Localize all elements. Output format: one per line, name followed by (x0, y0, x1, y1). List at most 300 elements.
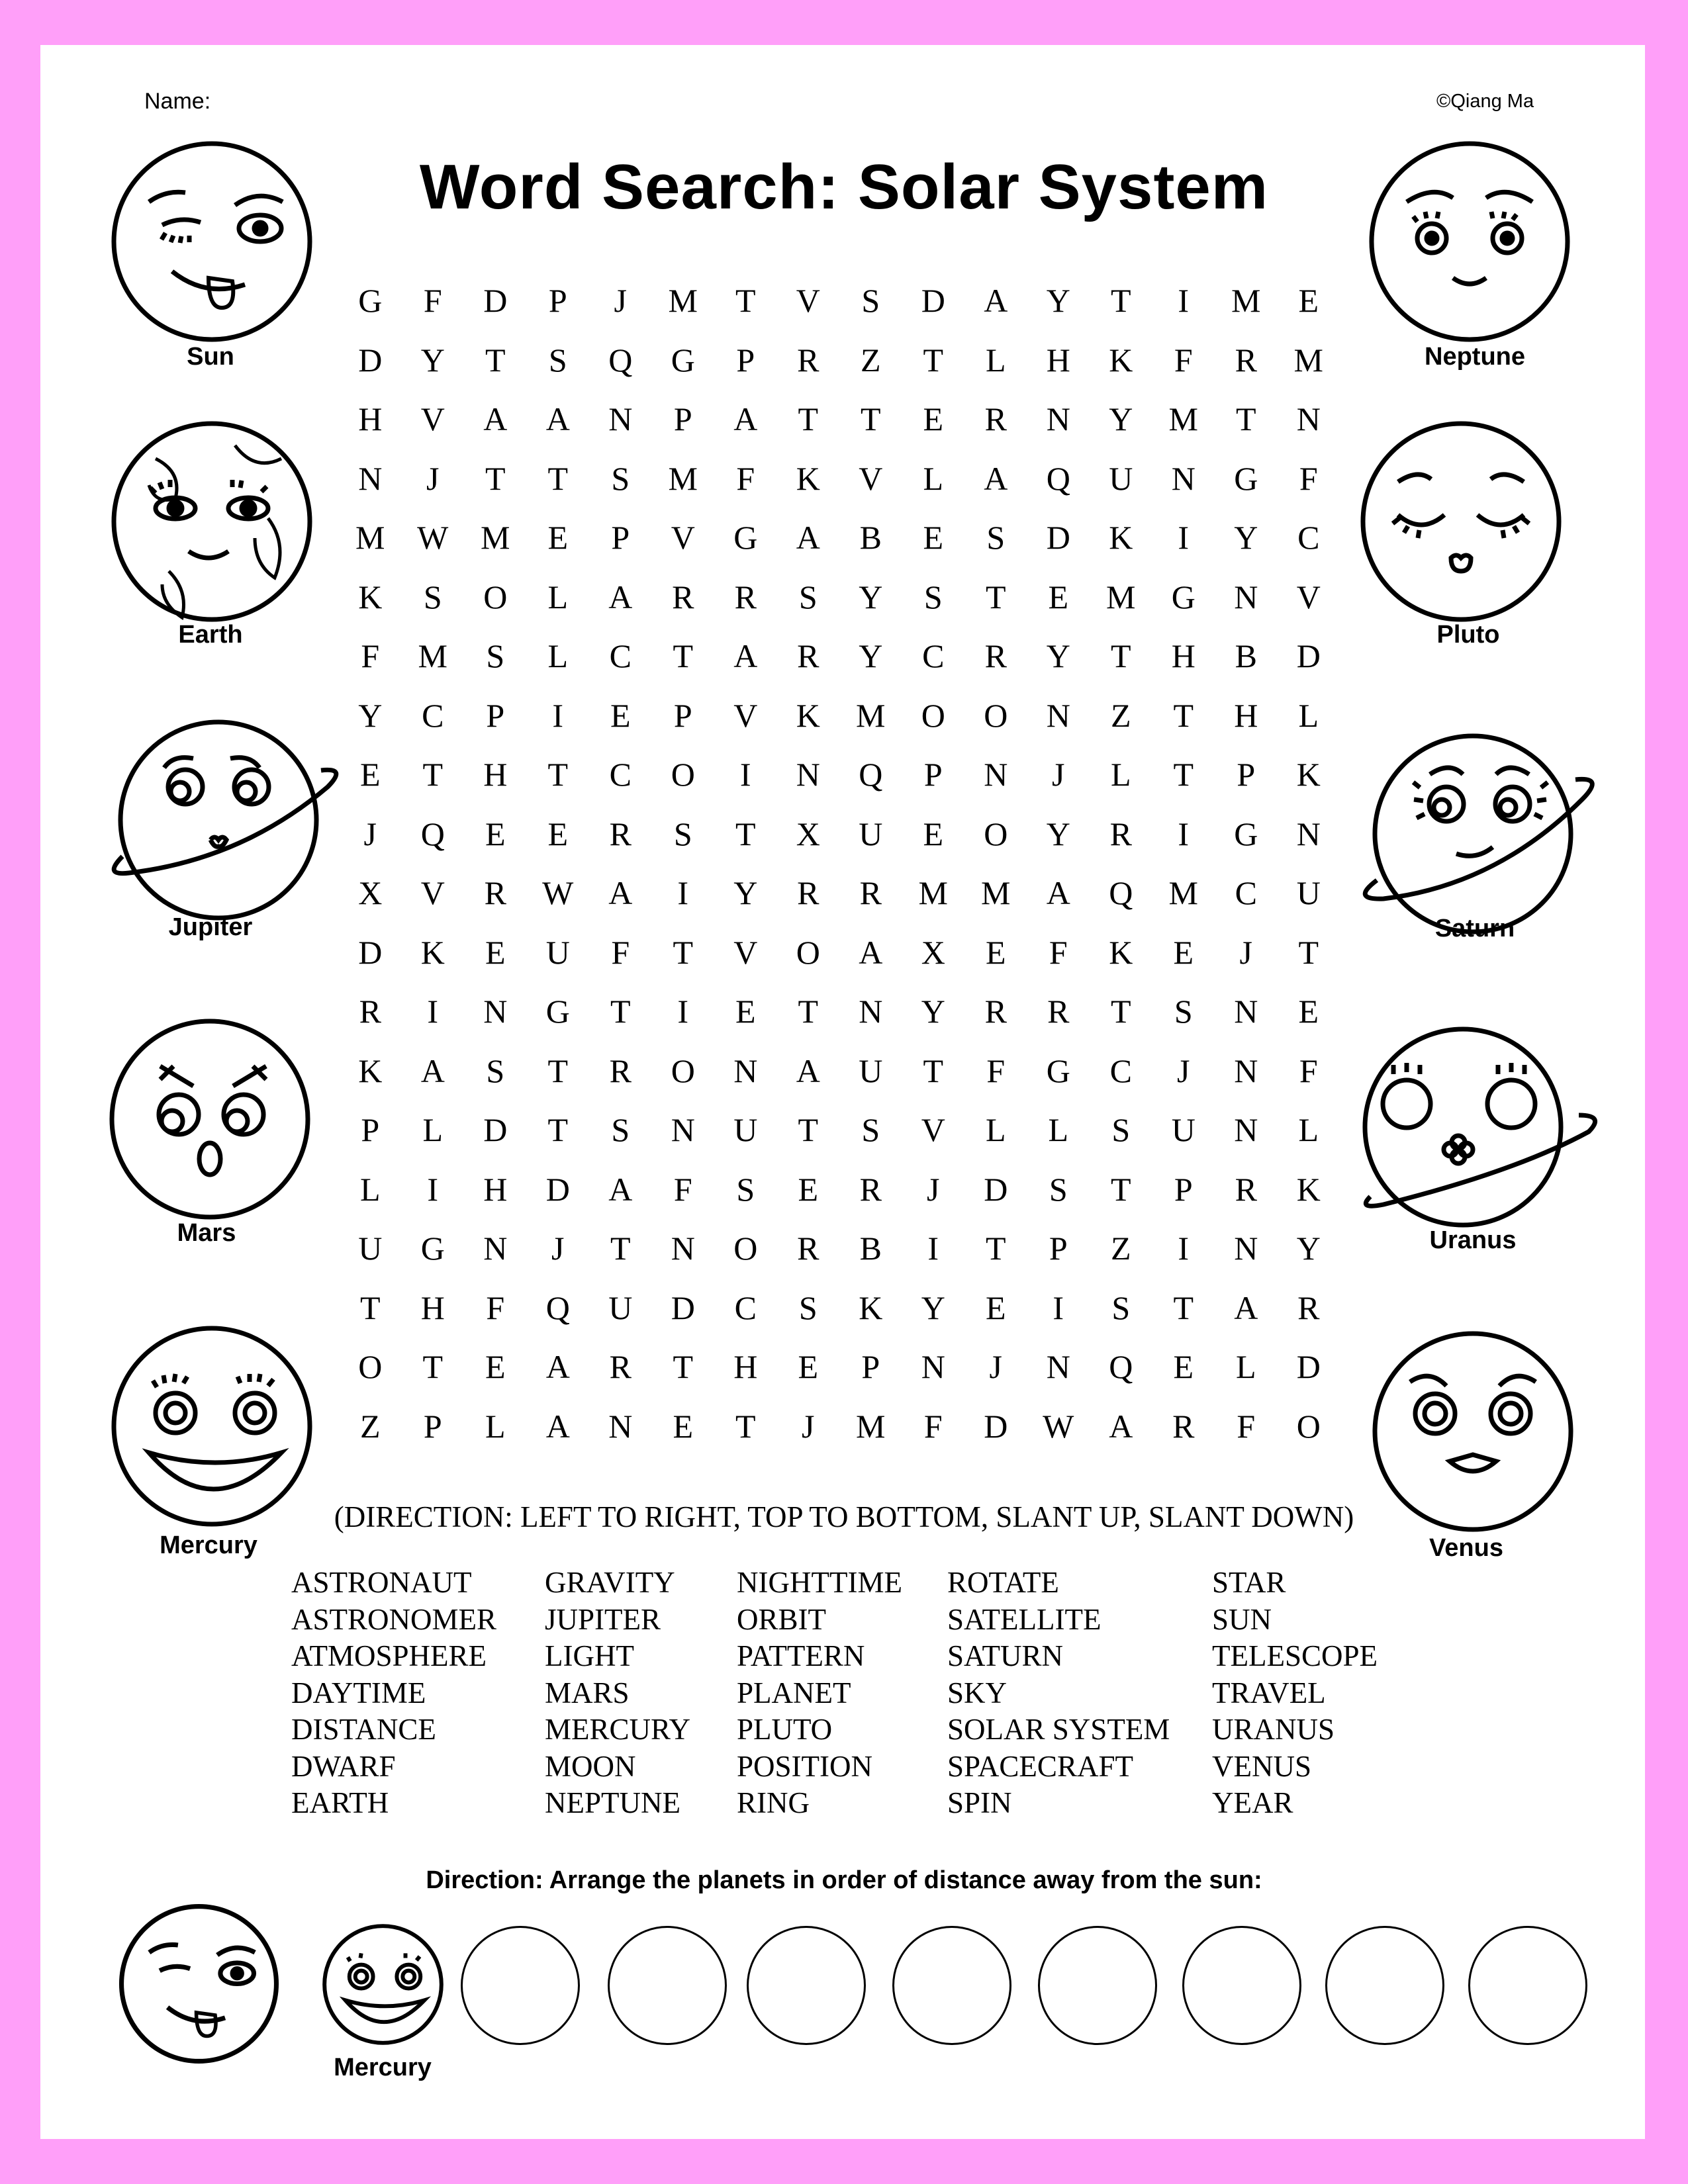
grid-letter[interactable]: Z (359, 1407, 381, 1445)
grid-letter[interactable]: T (985, 1230, 1006, 1267)
grid-letter[interactable]: E (798, 1170, 819, 1208)
grid-letter[interactable]: L (985, 1111, 1006, 1148)
grid-letter[interactable]: F (361, 637, 380, 674)
grid-letter[interactable]: H (1171, 637, 1196, 674)
grid-letter[interactable]: F (673, 1170, 692, 1208)
grid-letter[interactable]: Y (1234, 519, 1258, 556)
grid-letter[interactable]: I (1178, 1230, 1190, 1267)
grid-letter[interactable]: L (985, 341, 1006, 379)
grid-letter[interactable]: K (358, 578, 383, 615)
grid-letter[interactable]: T (798, 993, 819, 1030)
grid-letter[interactable]: T (1173, 696, 1194, 734)
grid-letter[interactable]: X (796, 815, 820, 852)
grid-letter[interactable]: M (668, 282, 698, 319)
grid-letter[interactable]: S (486, 637, 505, 674)
grid-letter[interactable]: A (545, 1348, 570, 1385)
grid-letter[interactable]: V (671, 519, 695, 556)
grid-letter[interactable]: N (483, 1230, 508, 1267)
grid-letter[interactable]: O (796, 933, 820, 971)
grid-letter[interactable]: K (1296, 1170, 1321, 1208)
grid-letter[interactable]: E (547, 519, 569, 556)
grid-letter[interactable]: P (736, 341, 755, 379)
grid-letter[interactable]: E (673, 1407, 694, 1445)
grid-letter[interactable]: S (548, 341, 567, 379)
grid-letter[interactable]: L (1110, 756, 1131, 793)
grid-letter[interactable]: Y (921, 993, 945, 1030)
grid-letter[interactable]: R (484, 874, 506, 911)
grid-letter[interactable]: H (358, 400, 383, 437)
grid-letter[interactable]: M (481, 519, 510, 556)
grid-letter[interactable]: Y (1296, 1230, 1321, 1267)
grid-letter[interactable]: R (797, 341, 820, 379)
grid-letter[interactable]: V (1296, 578, 1321, 615)
grid-letter[interactable]: C (734, 1289, 757, 1326)
grid-letter[interactable]: C (922, 637, 945, 674)
grid-letter[interactable]: R (984, 637, 1007, 674)
grid-letter[interactable]: R (734, 578, 757, 615)
grid-letter[interactable]: H (1046, 341, 1070, 379)
grid-letter[interactable]: S (1049, 1170, 1068, 1208)
grid-letter[interactable]: A (420, 1052, 445, 1089)
grid-letter[interactable]: W (1043, 1407, 1074, 1445)
grid-letter[interactable]: U (608, 1289, 633, 1326)
grid-letter[interactable]: A (483, 400, 508, 437)
grid-letter[interactable]: L (1298, 1111, 1319, 1148)
grid-letter[interactable]: V (733, 933, 758, 971)
grid-letter[interactable]: A (545, 400, 570, 437)
grid-letter[interactable]: T (1298, 933, 1319, 971)
grid-letter[interactable]: E (1173, 933, 1194, 971)
grid-letter[interactable]: T (485, 341, 506, 379)
grid-letter[interactable]: E (735, 993, 756, 1030)
grid-letter[interactable]: Q (1109, 1348, 1133, 1385)
grid-letter[interactable]: E (1298, 282, 1319, 319)
grid-letter[interactable]: J (989, 1348, 1002, 1385)
grid-letter[interactable]: F (486, 1289, 505, 1326)
grid-letter[interactable]: S (673, 815, 692, 852)
grid-letter[interactable]: E (1298, 993, 1319, 1030)
grid-letter[interactable]: L (923, 459, 944, 497)
grid-letter[interactable]: J (363, 815, 377, 852)
grid-letter[interactable]: C (609, 637, 632, 674)
grid-letter[interactable]: T (547, 459, 569, 497)
grid-letter[interactable]: K (1109, 933, 1133, 971)
grid-letter[interactable]: J (1177, 1052, 1190, 1089)
grid-letter[interactable]: K (796, 459, 820, 497)
grid-letter[interactable]: Z (1110, 1230, 1131, 1267)
planet-slot-5[interactable] (892, 1926, 1011, 2045)
grid-letter[interactable]: G (358, 282, 383, 319)
grid-letter[interactable]: O (671, 1052, 695, 1089)
grid-letter[interactable]: S (798, 578, 818, 615)
grid-letter[interactable]: A (1046, 874, 1070, 911)
grid-letter[interactable]: E (359, 756, 381, 793)
grid-letter[interactable]: F (1049, 933, 1068, 971)
grid-letter[interactable]: N (796, 756, 820, 793)
grid-letter[interactable]: T (1173, 1289, 1194, 1326)
grid-letter[interactable]: Y (358, 696, 383, 734)
grid-letter[interactable]: M (668, 459, 698, 497)
grid-letter[interactable]: A (796, 519, 820, 556)
grid-letter[interactable]: E (547, 815, 569, 852)
grid-letter[interactable]: D (483, 282, 508, 319)
grid-letter[interactable]: P (673, 400, 692, 437)
grid-letter[interactable]: N (608, 1407, 633, 1445)
grid-letter[interactable]: N (859, 993, 883, 1030)
grid-letter[interactable]: R (609, 815, 632, 852)
grid-letter[interactable]: M (1293, 341, 1323, 379)
grid-letter[interactable]: N (483, 993, 508, 1030)
grid-letter[interactable]: A (859, 933, 883, 971)
grid-letter[interactable]: N (1046, 400, 1070, 437)
grid-letter[interactable]: G (1171, 578, 1196, 615)
grid-letter[interactable]: G (671, 341, 695, 379)
grid-letter[interactable]: V (420, 400, 445, 437)
grid-letter[interactable]: H (483, 756, 508, 793)
grid-letter[interactable]: R (797, 874, 820, 911)
grid-letter[interactable]: T (735, 815, 756, 852)
grid-letter[interactable]: Y (420, 341, 445, 379)
grid-letter[interactable]: U (1171, 1111, 1196, 1148)
grid-letter[interactable]: D (358, 341, 383, 379)
grid-letter[interactable]: T (485, 459, 506, 497)
grid-letter[interactable]: W (417, 519, 449, 556)
grid-letter[interactable]: K (420, 933, 445, 971)
grid-letter[interactable]: T (798, 400, 819, 437)
grid-letter[interactable]: U (859, 815, 883, 852)
grid-letter[interactable]: N (1171, 459, 1196, 497)
grid-letter[interactable]: A (608, 1170, 633, 1208)
grid-letter[interactable]: Y (1109, 400, 1133, 437)
grid-letter[interactable]: S (423, 578, 442, 615)
grid-letter[interactable]: C (609, 756, 632, 793)
grid-letter[interactable]: U (1296, 874, 1321, 911)
grid-letter[interactable]: N (1046, 696, 1070, 734)
grid-letter[interactable]: N (1234, 993, 1258, 1030)
grid-letter[interactable]: L (1298, 696, 1319, 734)
grid-letter[interactable]: P (361, 1111, 380, 1148)
grid-letter[interactable]: H (733, 1348, 758, 1385)
grid-letter[interactable]: O (1296, 1407, 1321, 1445)
grid-letter[interactable]: T (610, 1230, 631, 1267)
grid-letter[interactable]: I (427, 993, 439, 1030)
grid-letter[interactable]: M (1231, 282, 1261, 319)
grid-letter[interactable]: R (1235, 341, 1257, 379)
grid-letter[interactable]: M (918, 874, 948, 911)
grid-letter[interactable]: E (485, 1348, 506, 1385)
grid-letter[interactable]: M (355, 519, 385, 556)
grid-letter[interactable]: I (1178, 519, 1190, 556)
grid-letter[interactable]: N (984, 756, 1008, 793)
grid-letter[interactable]: N (1296, 400, 1321, 437)
grid-letter[interactable]: B (859, 1230, 882, 1267)
grid-letter[interactable]: C (1297, 519, 1320, 556)
grid-letter[interactable]: D (1046, 519, 1070, 556)
grid-letter[interactable]: C (1235, 874, 1257, 911)
grid-letter[interactable]: Q (859, 756, 883, 793)
grid-letter[interactable]: A (545, 1407, 570, 1445)
grid-letter[interactable]: K (796, 696, 820, 734)
grid-letter[interactable]: J (551, 1230, 565, 1267)
grid-letter[interactable]: R (609, 1052, 632, 1089)
grid-letter[interactable]: B (859, 519, 882, 556)
grid-letter[interactable]: H (1234, 696, 1258, 734)
grid-letter[interactable]: G (1046, 1052, 1070, 1089)
grid-letter[interactable]: T (673, 637, 694, 674)
grid-letter[interactable]: M (856, 696, 886, 734)
grid-letter[interactable]: K (1109, 341, 1133, 379)
grid-letter[interactable]: R (797, 1230, 820, 1267)
grid-letter[interactable]: A (733, 637, 758, 674)
grid-letter[interactable]: Z (860, 341, 881, 379)
grid-letter[interactable]: M (856, 1407, 886, 1445)
grid-letter[interactable]: M (1168, 874, 1198, 911)
grid-letter[interactable]: I (927, 1230, 939, 1267)
grid-letter[interactable]: U (733, 1111, 758, 1148)
grid-letter[interactable]: J (614, 282, 627, 319)
grid-letter[interactable]: R (1047, 993, 1070, 1030)
grid-letter[interactable]: L (485, 1407, 506, 1445)
grid-letter[interactable]: T (610, 993, 631, 1030)
grid-letter[interactable]: L (547, 637, 569, 674)
grid-letter[interactable]: L (1048, 1111, 1069, 1148)
grid-letter[interactable]: R (859, 1170, 882, 1208)
grid-letter[interactable]: E (985, 933, 1006, 971)
grid-letter[interactable]: A (733, 400, 758, 437)
grid-letter[interactable]: F (736, 459, 755, 497)
grid-letter[interactable]: D (921, 282, 945, 319)
grid-letter[interactable]: T (422, 756, 444, 793)
grid-letter[interactable]: Y (921, 1289, 945, 1326)
grid-letter[interactable]: O (921, 696, 945, 734)
grid-letter[interactable]: I (427, 1170, 439, 1208)
grid-letter[interactable]: R (672, 578, 694, 615)
grid-letter[interactable]: T (673, 933, 694, 971)
grid-letter[interactable]: G (1234, 815, 1258, 852)
grid-letter[interactable]: T (798, 1111, 819, 1148)
grid-letter[interactable]: K (1296, 756, 1321, 793)
grid-letter[interactable]: R (984, 993, 1007, 1030)
grid-letter[interactable]: A (984, 282, 1008, 319)
grid-letter[interactable]: F (1299, 1052, 1318, 1089)
grid-letter[interactable]: O (984, 815, 1008, 852)
grid-letter[interactable]: F (1299, 459, 1318, 497)
grid-letter[interactable]: D (545, 1170, 570, 1208)
grid-letter[interactable]: N (1234, 1052, 1258, 1089)
grid-letter[interactable]: L (422, 1111, 444, 1148)
grid-letter[interactable]: D (1296, 637, 1321, 674)
grid-letter[interactable]: X (921, 933, 945, 971)
grid-letter[interactable]: B (1235, 637, 1257, 674)
grid-letter[interactable]: I (1178, 282, 1190, 319)
grid-letter[interactable]: H (420, 1289, 445, 1326)
grid-letter[interactable]: S (986, 519, 1006, 556)
grid-letter[interactable]: J (426, 459, 440, 497)
grid-letter[interactable]: L (1235, 1348, 1256, 1385)
grid-letter[interactable]: L (547, 578, 569, 615)
planet-slot-3[interactable] (608, 1926, 727, 2045)
grid-letter[interactable]: Q (420, 815, 445, 852)
planet-slot-6[interactable] (1038, 1926, 1157, 2045)
grid-letter[interactable]: Q (545, 1289, 570, 1326)
grid-letter[interactable]: A (796, 1052, 820, 1089)
grid-letter[interactable]: T (1110, 282, 1131, 319)
grid-letter[interactable]: R (1109, 815, 1132, 852)
grid-letter[interactable]: Q (608, 341, 633, 379)
grid-letter[interactable]: U (1109, 459, 1133, 497)
grid-letter[interactable]: S (1174, 993, 1193, 1030)
grid-letter[interactable]: D (984, 1407, 1008, 1445)
grid-letter[interactable]: S (861, 1111, 880, 1148)
grid-letter[interactable]: N (733, 1052, 758, 1089)
grid-letter[interactable]: V (921, 1111, 945, 1148)
grid-letter[interactable]: N (608, 400, 633, 437)
grid-letter[interactable]: M (1168, 400, 1198, 437)
grid-letter[interactable]: G (733, 519, 758, 556)
grid-letter[interactable]: T (1173, 756, 1194, 793)
grid-letter[interactable]: C (1109, 1052, 1132, 1089)
grid-letter[interactable]: P (548, 282, 567, 319)
grid-letter[interactable]: T (735, 1407, 756, 1445)
grid-letter[interactable]: F (423, 282, 442, 319)
grid-letter[interactable]: T (735, 282, 756, 319)
grid-letter[interactable]: X (358, 874, 383, 911)
grid-letter[interactable]: A (608, 578, 633, 615)
grid-letter[interactable]: A (1234, 1289, 1258, 1326)
grid-letter[interactable]: I (1178, 815, 1190, 852)
grid-letter[interactable]: R (984, 400, 1007, 437)
grid-letter[interactable]: F (1237, 1407, 1256, 1445)
grid-letter[interactable]: P (611, 519, 630, 556)
grid-letter[interactable]: O (671, 756, 695, 793)
grid-letter[interactable]: R (859, 874, 882, 911)
grid-letter[interactable]: S (1111, 1289, 1131, 1326)
grid-letter[interactable]: K (1109, 519, 1133, 556)
grid-letter[interactable]: F (611, 933, 630, 971)
grid-letter[interactable]: E (923, 815, 944, 852)
grid-letter[interactable]: N (1234, 1230, 1258, 1267)
grid-letter[interactable]: I (552, 696, 564, 734)
grid-letter[interactable]: Z (1110, 696, 1131, 734)
grid-letter[interactable]: D (984, 1170, 1008, 1208)
grid-letter[interactable]: V (859, 459, 883, 497)
grid-letter[interactable]: N (1234, 578, 1258, 615)
planet-slot-8[interactable] (1325, 1926, 1444, 2045)
grid-letter[interactable]: I (739, 756, 751, 793)
grid-letter[interactable]: L (359, 1170, 381, 1208)
grid-letter[interactable]: T (673, 1348, 694, 1385)
grid-letter[interactable]: A (608, 874, 633, 911)
grid-letter[interactable]: R (1172, 1407, 1195, 1445)
grid-letter[interactable]: V (420, 874, 445, 911)
grid-letter[interactable]: N (671, 1230, 695, 1267)
grid-letter[interactable]: E (923, 519, 944, 556)
grid-letter[interactable]: S (923, 578, 943, 615)
planet-slot-2[interactable] (461, 1926, 580, 2045)
grid-letter[interactable]: Y (733, 874, 758, 911)
grid-letter[interactable]: M (1106, 578, 1136, 615)
grid-letter[interactable]: N (921, 1348, 945, 1385)
grid-letter[interactable]: F (986, 1052, 1006, 1089)
grid-letter[interactable]: F (923, 1407, 943, 1445)
grid-letter[interactable]: T (1235, 400, 1256, 437)
grid-letter[interactable]: J (802, 1407, 815, 1445)
grid-letter[interactable]: Y (1046, 637, 1070, 674)
grid-letter[interactable]: U (358, 1230, 383, 1267)
grid-letter[interactable]: T (1110, 1170, 1131, 1208)
grid-letter[interactable]: Y (1046, 282, 1070, 319)
grid-letter[interactable]: P (1237, 756, 1256, 793)
grid-letter[interactable]: Y (859, 637, 883, 674)
grid-letter[interactable]: S (611, 459, 630, 497)
grid-letter[interactable]: D (483, 1111, 508, 1148)
grid-letter[interactable]: T (985, 578, 1006, 615)
planet-slot-4[interactable] (747, 1926, 866, 2045)
grid-letter[interactable]: S (611, 1111, 630, 1148)
grid-letter[interactable]: W (542, 874, 574, 911)
grid-letter[interactable]: E (610, 696, 631, 734)
grid-letter[interactable]: P (423, 1407, 442, 1445)
grid-letter[interactable]: F (1174, 341, 1193, 379)
grid-letter[interactable]: I (677, 993, 689, 1030)
grid-letter[interactable]: T (1110, 637, 1131, 674)
grid-letter[interactable]: S (798, 1289, 818, 1326)
grid-letter[interactable]: C (422, 696, 444, 734)
grid-letter[interactable]: J (1239, 933, 1252, 971)
grid-letter[interactable]: O (358, 1348, 383, 1385)
grid-letter[interactable]: O (733, 1230, 758, 1267)
grid-letter[interactable]: P (1174, 1170, 1193, 1208)
grid-letter[interactable]: P (861, 1348, 880, 1385)
grid-letter[interactable]: E (485, 815, 506, 852)
grid-letter[interactable]: I (677, 874, 689, 911)
grid-letter[interactable]: E (985, 1289, 1006, 1326)
grid-letter[interactable]: M (418, 637, 447, 674)
grid-letter[interactable]: T (923, 1052, 944, 1089)
grid-letter[interactable]: S (736, 1170, 755, 1208)
grid-letter[interactable]: D (358, 933, 383, 971)
grid-letter[interactable]: M (981, 874, 1011, 911)
planet-slot-9[interactable] (1468, 1926, 1587, 2045)
grid-letter[interactable]: P (673, 696, 692, 734)
grid-letter[interactable]: U (859, 1052, 883, 1089)
grid-letter[interactable]: O (483, 578, 508, 615)
grid-letter[interactable]: N (671, 1111, 695, 1148)
grid-letter[interactable]: R (797, 637, 820, 674)
grid-letter[interactable]: S (861, 282, 880, 319)
grid-letter[interactable]: A (984, 459, 1008, 497)
grid-letter[interactable]: P (923, 756, 943, 793)
grid-letter[interactable]: E (923, 400, 944, 437)
grid-letter[interactable]: T (422, 1348, 444, 1385)
grid-letter[interactable]: T (923, 341, 944, 379)
grid-letter[interactable]: Q (1109, 874, 1133, 911)
grid-letter[interactable]: A (1109, 1407, 1133, 1445)
grid-letter[interactable]: N (358, 459, 383, 497)
grid-letter[interactable]: P (1049, 1230, 1068, 1267)
grid-letter[interactable]: P (486, 696, 505, 734)
grid-letter[interactable]: T (547, 1052, 569, 1089)
grid-letter[interactable]: T (1110, 993, 1131, 1030)
planet-slot-7[interactable] (1182, 1926, 1301, 2045)
grid-letter[interactable]: S (1111, 1111, 1131, 1148)
grid-letter[interactable]: S (486, 1052, 505, 1089)
grid-letter[interactable]: G (545, 993, 570, 1030)
grid-letter[interactable]: D (1296, 1348, 1321, 1385)
grid-letter[interactable]: D (671, 1289, 695, 1326)
grid-letter[interactable]: O (984, 696, 1008, 734)
grid-letter[interactable]: Y (1046, 815, 1070, 852)
